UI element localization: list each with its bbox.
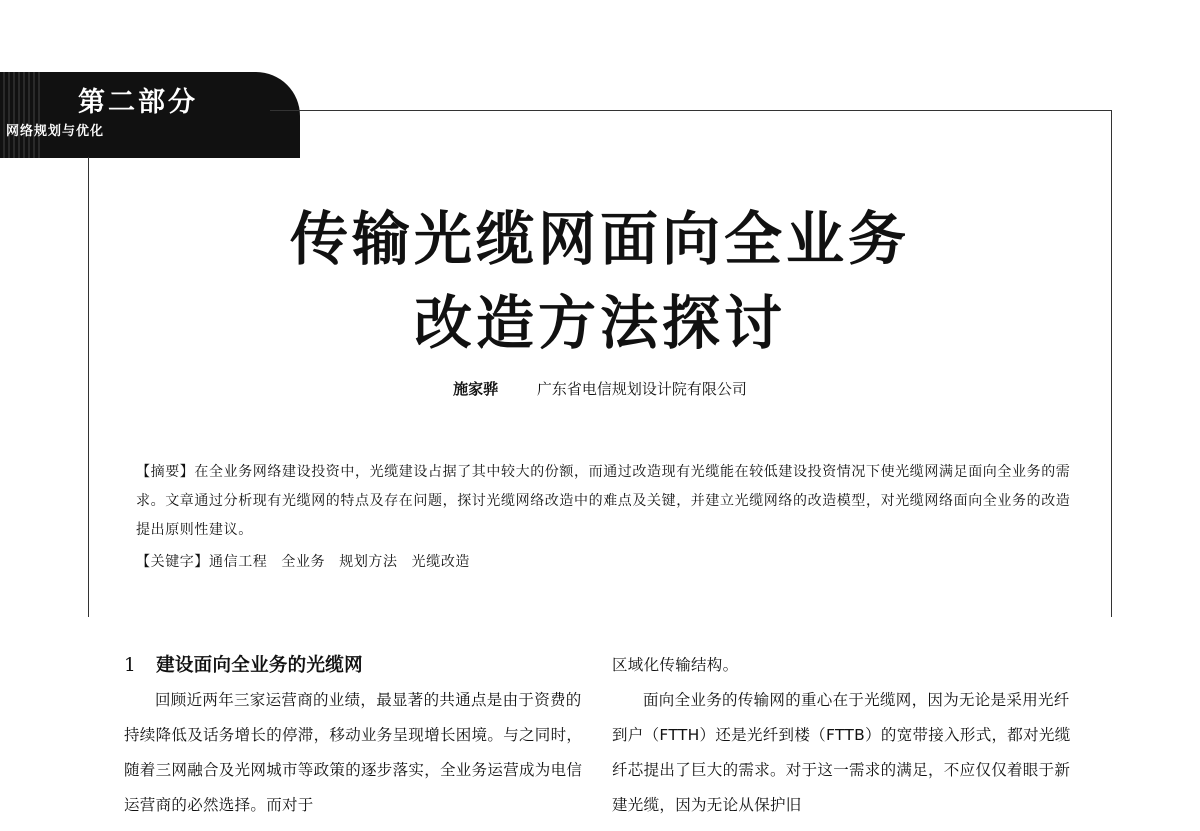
- byline: [88, 378, 1112, 399]
- body-column-left: [124, 648, 592, 823]
- section-header-tab: [0, 72, 300, 158]
- keyword: 光缆改造: [411, 554, 471, 570]
- body-paragraph-continued: 区域化传输结构。: [612, 656, 739, 674]
- abstract-text: 在全业务网络建设投资中，光缆建设占据了其中较大的份额，而通过改造现有光缆能在较低建设投资情况下使光缆网满足面向全业务的需求。文章通过分析现有光缆网的特点及存在问题，探讨光缆网络改造中的难点及关键，并建立光缆网络的改造模型，对光缆网络面向全业务的改造提出原则性建议。: [136, 464, 1071, 538]
- frame-border-right: [1111, 110, 1112, 617]
- body-column-right: [612, 648, 1080, 823]
- author-name: 施家骅: [453, 380, 499, 398]
- keyword: 全业务: [281, 554, 326, 570]
- abstract-label: 【摘要】: [136, 464, 195, 480]
- section-number: 1: [124, 655, 137, 676]
- abstract: [136, 458, 1076, 545]
- frame-border-top: [270, 110, 1112, 111]
- section-heading: [124, 648, 592, 683]
- keywords-label: 【关键字】: [136, 554, 209, 570]
- article-title-line-1: 传输光缆网面向全业务: [289, 205, 910, 273]
- article-title-line-2: 改造方法探讨: [413, 289, 786, 357]
- body-paragraph: 回顾近两年三家运营商的业绩，最显著的共通点是由于资费的持续降低及话务增长的停滞，移动业务呈现增长困境。与之同时，随着三网融合及光网城市等政策的逐步落实，全业务运营成为电信运营商的必然选择。而对于: [124, 691, 583, 814]
- section-subtitle: 网络规划与优化: [6, 124, 105, 139]
- keywords: [136, 548, 1076, 577]
- keyword: 通信工程: [209, 554, 268, 570]
- author-affiliation: 广东省电信规划设计院有限公司: [536, 380, 747, 398]
- section-heading-text: 建设面向全业务的光缆网: [156, 655, 363, 676]
- body-paragraph: 面向全业务的传输网的重心在于光缆网，因为无论是采用光纤到户（FTTH）还是光纤到楼（FTTB）的宽带接入形式，都对光缆纤芯提出了巨大的需求。对于这一需求的满足，不应仅仅着眼于新建光缆，因为无论从保护旧: [612, 691, 1071, 814]
- keyword: 规划方法: [339, 554, 398, 570]
- tab-texture: [0, 72, 40, 158]
- section-title: 第二部分: [78, 87, 198, 118]
